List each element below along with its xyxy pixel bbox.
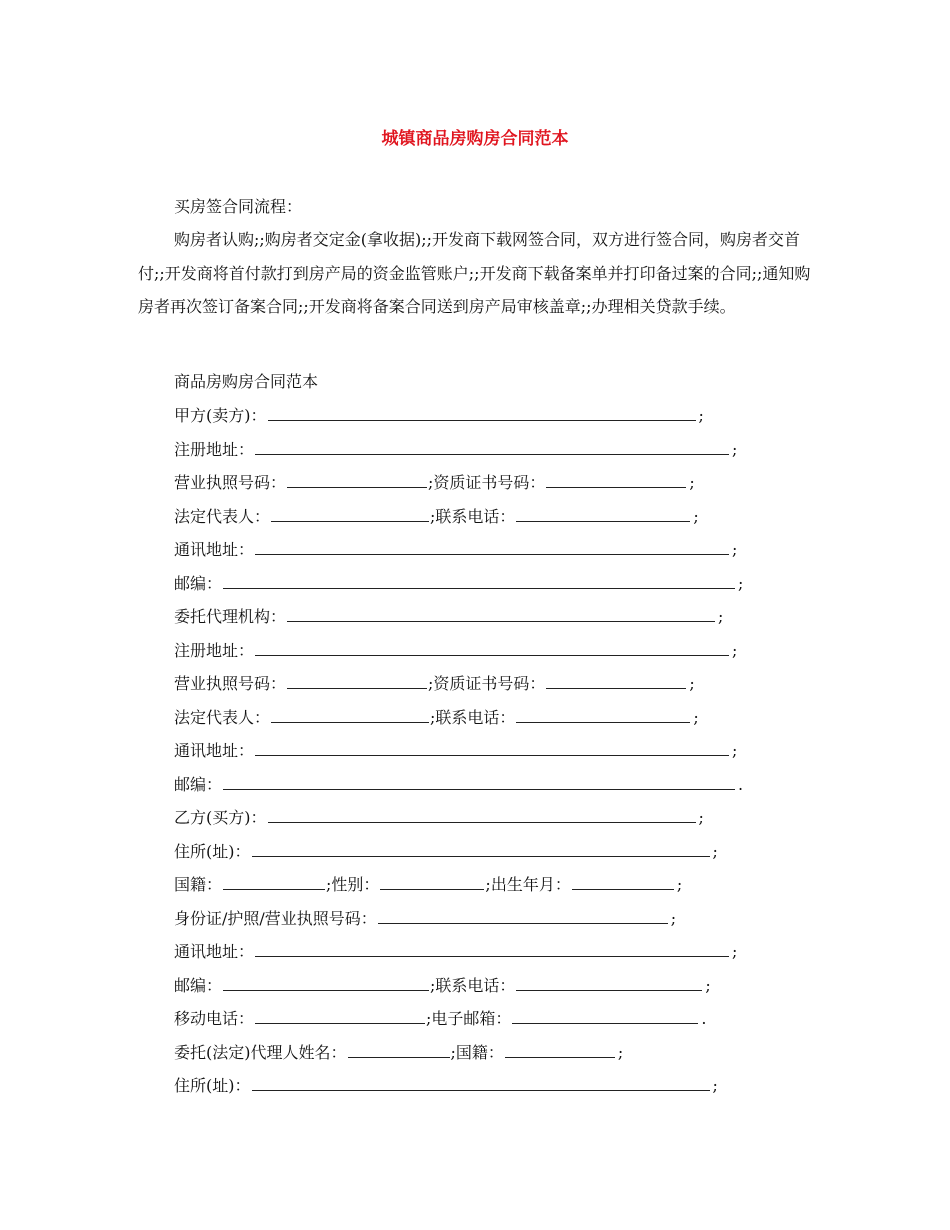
line-end-punctuation: ;: [689, 473, 695, 492]
field-label: 法定代表人：: [174, 506, 271, 526]
blank-fill-line[interactable]: [268, 805, 696, 823]
field-label: 乙方(买方)：: [174, 808, 267, 827]
field-label: 国籍：: [174, 875, 223, 894]
blank-fill-line[interactable]: [512, 1006, 698, 1024]
line-end-punctuation: ;: [617, 1042, 624, 1062]
field-label: 通讯地址：: [174, 942, 255, 961]
blank-fill-line[interactable]: [380, 872, 484, 890]
line-end-punctuation: .: [701, 1009, 707, 1028]
line-end-punctuation: ;: [712, 1076, 718, 1095]
blank-fill-line[interactable]: [287, 671, 427, 689]
line-end-punctuation: ;: [670, 908, 677, 928]
line-end-punctuation: ;: [698, 808, 704, 827]
blank-fill-line[interactable]: [271, 705, 429, 723]
blank-fill-line[interactable]: [546, 671, 686, 689]
field-label: ;出生年月：: [485, 875, 571, 894]
field-label: ;资质证书号码：: [428, 674, 546, 693]
blank-fill-line[interactable]: [271, 504, 429, 522]
form-row: [174, 604, 723, 628]
line-end-punctuation: ;: [676, 875, 683, 894]
form-row: [174, 772, 743, 796]
line-end-punctuation: .: [738, 774, 744, 794]
blank-fill-line[interactable]: [252, 839, 710, 857]
field-label: ;联系电话：: [430, 975, 516, 995]
line-end-punctuation: ;: [732, 741, 738, 760]
form-row: [174, 537, 737, 561]
line-end-punctuation: ;: [732, 439, 738, 459]
blank-fill-line[interactable]: [255, 537, 729, 555]
line-end-punctuation: ;: [732, 640, 738, 660]
form-row: [174, 872, 682, 896]
blank-fill-line[interactable]: [546, 470, 686, 488]
field-label: 住所(址)：: [174, 841, 251, 861]
form-row: [174, 906, 676, 930]
blank-fill-line[interactable]: [223, 872, 325, 890]
line-end-punctuation: ;: [732, 942, 738, 961]
line-end-punctuation: ;: [689, 674, 695, 693]
line-end-punctuation: ;: [693, 506, 699, 526]
form-row: [174, 437, 737, 461]
field-label: ;性别：: [326, 875, 380, 894]
field-label: 住所(址)：: [174, 1076, 251, 1095]
field-label: 邮编：: [174, 573, 223, 593]
form-row: [174, 638, 737, 662]
form-row: [174, 805, 704, 829]
field-label: 通讯地址：: [174, 540, 255, 559]
blank-fill-line[interactable]: [223, 772, 735, 790]
line-end-punctuation: ;: [718, 607, 724, 626]
field-label: ;联系电话：: [430, 707, 516, 727]
field-label: 注册地址：: [174, 439, 255, 459]
blank-fill-line[interactable]: [223, 571, 735, 589]
field-label: 移动电话：: [174, 1009, 255, 1028]
field-label: ;联系电话：: [430, 506, 516, 526]
document-title: 城镇商品房购房合同范本: [381, 129, 569, 149]
blank-fill-line[interactable]: [255, 939, 729, 957]
blank-fill-line[interactable]: [252, 1073, 710, 1091]
field-label: 邮编：: [174, 975, 223, 995]
line-end-punctuation: ;: [738, 573, 744, 593]
form-row: [174, 470, 695, 494]
form-row: [174, 504, 699, 528]
field-label: 委托(法定)代理人姓名：: [174, 1042, 347, 1062]
field-label: 通讯地址：: [174, 741, 255, 760]
form-row: [174, 1073, 718, 1097]
form-row: [174, 571, 743, 595]
line-end-punctuation: ;: [693, 707, 699, 727]
line-end-punctuation: ;: [698, 406, 704, 425]
field-label: 委托代理机构：: [174, 607, 287, 626]
field-label: 营业执照号码：: [174, 674, 287, 693]
line-end-punctuation: ;: [712, 841, 718, 861]
form-row: [174, 671, 695, 695]
blank-fill-line[interactable]: [255, 437, 729, 455]
form-row: [174, 403, 704, 427]
field-label: 身份证/护照/营业执照号码：: [174, 908, 377, 928]
line-end-punctuation: ;: [705, 975, 711, 995]
line-end-punctuation: ;: [732, 540, 738, 559]
process-heading: 买房签合同流程：: [174, 197, 303, 216]
blank-fill-line[interactable]: [516, 705, 690, 723]
blank-fill-line[interactable]: [255, 638, 729, 656]
field-label: 法定代表人：: [174, 707, 271, 727]
form-row: [174, 973, 711, 997]
field-label: ;电子邮箱：: [426, 1009, 512, 1028]
process-text: 购房者认购;;购房者交定金(拿收据);;开发商下载网签合同，双方进行签合同，购房者交首付;;开发商将首付款打到房产局的资金监管账户;;开发商下载备案单并打印备过案的合同;;通知购房者再次签订备案合同;;开发商将备案合同送到房产局审核盖章;;办理相关贷款手续。: [138, 230, 811, 316]
blank-fill-line[interactable]: [378, 906, 668, 924]
blank-fill-line[interactable]: [516, 504, 690, 522]
blank-fill-line[interactable]: [255, 1006, 425, 1024]
field-label: 邮编：: [174, 774, 223, 794]
field-label: 营业执照号码：: [174, 473, 287, 492]
form-row: [174, 705, 699, 729]
form-row: [174, 1040, 623, 1064]
form-row: [174, 939, 737, 963]
blank-fill-line[interactable]: [287, 604, 715, 622]
blank-fill-line[interactable]: [255, 738, 729, 756]
field-label: ;国籍：: [450, 1042, 504, 1062]
sample-heading: 商品房购房合同范本: [174, 372, 319, 391]
field-label: 注册地址：: [174, 640, 255, 660]
blank-fill-line[interactable]: [223, 973, 429, 991]
blank-fill-line[interactable]: [348, 1040, 450, 1058]
form-row: [174, 738, 737, 762]
field-label: ;资质证书号码：: [428, 473, 546, 492]
field-label: 甲方(卖方)：: [174, 406, 267, 425]
blank-fill-line[interactable]: [572, 872, 674, 890]
blank-fill-line[interactable]: [516, 973, 702, 991]
form-row: [174, 1006, 707, 1030]
blank-fill-line[interactable]: [268, 403, 696, 421]
blank-fill-line[interactable]: [287, 470, 427, 488]
blank-fill-line[interactable]: [505, 1040, 615, 1058]
form-row: [174, 839, 718, 863]
